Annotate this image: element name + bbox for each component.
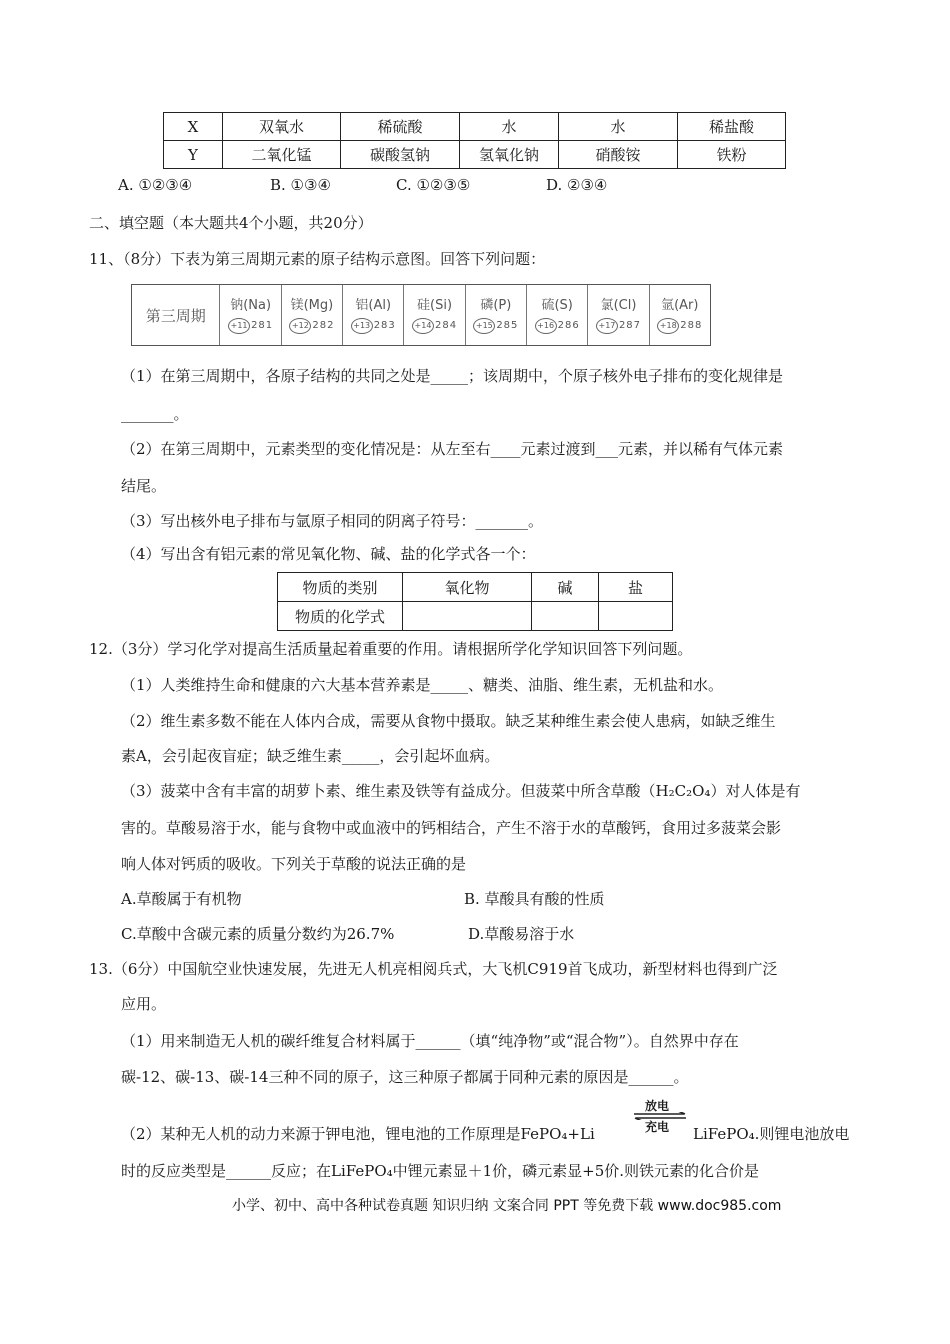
table-cell: 水 [559,113,678,141]
element-cell [282,285,343,345]
section-title: 二、填空题（本大题共4个小题，共20分） [89,214,373,232]
table-cell: 稀盐酸 [678,113,786,141]
element-cell [404,285,465,345]
table-cell: 碱 [532,573,599,602]
option-b: B. ①③④ [270,176,331,194]
q11-title: 11、（8分）下表为第三周期元素的原子结构示意图。回答下列问题： [89,250,546,268]
atom-diagram [535,318,580,334]
nucleus: +12 [289,318,311,334]
element-cell [650,285,710,345]
row-label: X [164,113,223,141]
element-cell [466,285,527,345]
q13-title-line1: 13.（6分）中国航空业快速发展，先进无人机亮相阅兵式，大飞机C919首飞成功，新型材料也得到广泛 [89,960,778,978]
reversible-arrow [632,1097,688,1134]
element-cell [343,285,404,345]
nucleus: +18 [657,318,679,334]
q12-part3-line1: （3）菠菜中含有丰富的胡萝卜素、维生素及铁等有益成分。但菠菜中所含草酸（H₂C₂O₄）对人体是有 [121,782,801,800]
atom-diagram [657,318,702,334]
q12-part2-line2: 素A，会引起夜盲症；缺乏维生素_____，会引起坏血病。 [121,747,500,765]
element-name: 氩(Ar) [661,297,699,313]
atom-diagram [596,318,641,334]
electron-shells: 286 [557,320,580,331]
element-name: 氯(Cl) [600,297,637,313]
table-row [164,113,786,141]
element-cell [588,285,649,345]
element-name: 硫(S) [541,297,573,313]
q12-part2-line1: （2）维生素多数不能在人体内合成，需要从食物中摄取。缺乏某种维生素会使人患病，如缺乏维生 [121,712,776,730]
electron-shells: 287 [618,320,642,331]
q12-option-d: D.草酸易溶于水 [468,925,575,943]
table-row [278,602,673,631]
q12-option-c: C.草酸中含碳元素的质量分数约为26.7% [121,925,395,943]
q11-part1-line1: （1）在第三周期中，各原子结构的共同之处是_____；该周期中，个原子核外电子排布的变化规律是 [121,367,784,385]
element-name: 磷(P) [480,297,512,313]
table-cell: 二氧化锰 [223,141,341,169]
table-cell: 盐 [599,573,673,602]
table-cell: 物质的化学式 [278,602,403,631]
table-cell: 稀硫酸 [341,113,460,141]
element-name: 硅(Si) [417,297,453,313]
table-cell: 氧化物 [403,573,532,602]
q12-part3-line2: 害的。草酸易溶于水，能与食物中或血液中的钙相结合，产生不溶于水的草酸钙，食用过多菠菜会影 [121,819,782,837]
option-d: D. ②③④ [546,176,608,194]
nucleus: +16 [535,318,557,334]
q13-part1-line2: 碳-12、碳-13、碳-14三种不同的原子，这三种原子都属于同种元素的原因是______。 [121,1068,689,1086]
q12-part3-line3: 响人体对钙质的吸收。下列关于草酸的说法正确的是 [121,855,467,873]
q11-part4: （4）写出含有铝元素的常见氧化物、碱、盐的化学式各一个： [121,545,536,563]
atom-diagram [351,318,396,334]
q11-part2-line2: 结尾。 [121,477,167,495]
period-table [131,284,711,346]
charge-label: 充电 [645,1120,670,1134]
discharge-label: 放电 [645,1099,670,1113]
element-cell [527,285,588,345]
electron-shells: 282 [312,320,335,331]
table-cell [403,602,532,631]
electron-shells: 288 [680,320,703,331]
electron-shells: 283 [373,320,396,331]
row-label: Y [164,141,223,169]
q12-title: 12.（3分）学习化学对提高生活质量起着重要的作用。请根据所学化学知识回答下列问题。 [89,640,693,658]
q13-part2-line2: 时的反应类型是______反应；在LiFePO₄中锂元素显＋1价，磷元素显+5价.则铁元素的化合价是 [121,1162,760,1180]
electron-shells: 281 [251,320,274,331]
nucleus: +17 [596,318,618,334]
electron-shells: 284 [435,320,458,331]
q11-part1-line2: _______。 [121,405,189,423]
table-cell [599,602,673,631]
q11-part3: （3）写出核外电子排布与氩原子相同的阴离子符号：_______。 [121,512,544,530]
nucleus: +14 [412,318,434,334]
nucleus: +13 [351,318,373,334]
aluminum-compound-table [277,572,673,631]
period-label: 第三周期 [132,285,220,345]
element-name: 钠(Na) [230,297,272,313]
footer-ad: 小学、初中、高中各种试卷真题 知识归纳 文案合同 PPT 等免费下载 www.doc985.com [232,1198,782,1214]
table-cell: 碳酸氢钠 [341,141,460,169]
table-cell: 铁粉 [678,141,786,169]
table-cell: 氢氧化钠 [460,141,559,169]
atom-diagram [412,318,457,334]
atom-diagram [228,318,273,334]
q13-title-line2: 应用。 [121,995,167,1013]
q13-part2-line1-end: LiFePO₄.则锂电池放电 [693,1125,850,1143]
q13-part1-line1: （1）用来制造无人机的碳纤维复合材料属于______（填“纯净物”或“混合物”）。自然界中存在 [121,1032,739,1050]
q12-option-b: B. 草酸具有酸的性质 [464,890,605,908]
option-c: C. ①②③⑤ [396,176,471,194]
table-row [278,573,673,602]
element-cell [220,285,281,345]
option-a: A. ①②③④ [118,176,193,194]
nucleus: +15 [473,318,495,334]
q12-option-a: A.草酸属于有机物 [121,890,242,908]
q13-part2-line1-start: （2）某种无人机的动力来源于钾电池，锂电池的工作原理是FePO₄+Li [121,1125,595,1143]
table-cell: 双氧水 [223,113,341,141]
reagent-table [163,112,786,169]
element-name: 铝(Al) [355,297,392,313]
q11-part2-line1: （2）在第三周期中，元素类型的变化情况是：从左至右____元素过渡到___元素，并以稀有气体元素 [121,440,784,458]
atom-diagram [289,318,334,334]
table-cell: 物质的类别 [278,573,403,602]
nucleus: +11 [228,318,250,334]
table-row [164,141,786,169]
table-cell: 水 [460,113,559,141]
table-cell [532,602,599,631]
electron-shells: 285 [496,320,519,331]
element-name: 镁(Mg) [290,297,334,313]
q12-part1: （1）人类维持生命和健康的六大基本营养素是_____、糖类、油脂、维生素，无机盐和水。 [121,676,724,694]
atom-diagram [473,318,518,334]
table-cell: 硝酸铵 [559,141,678,169]
